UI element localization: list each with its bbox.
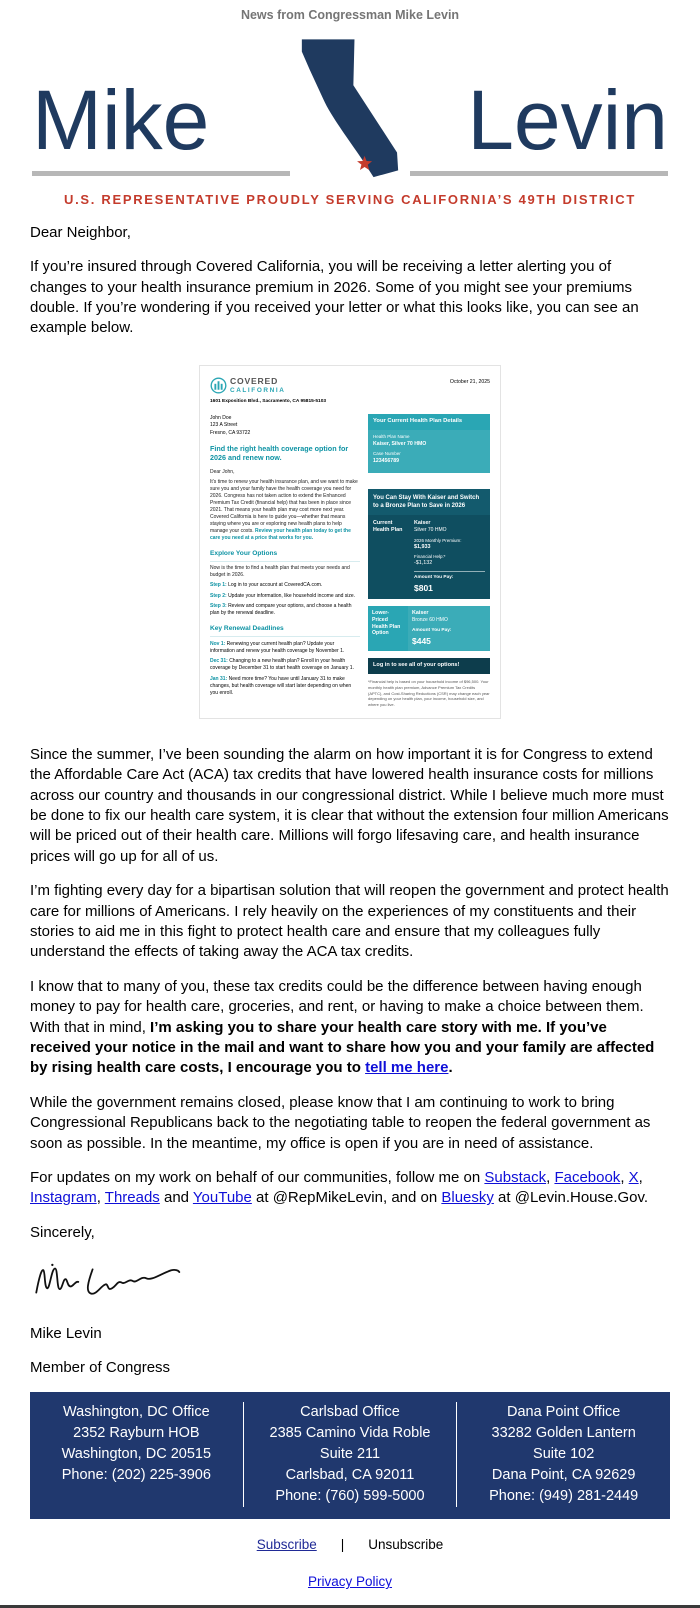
current-plan-comparison — [368, 515, 490, 599]
lower-plan-values — [408, 606, 490, 651]
plan-name-label: Health Plan Name — [373, 433, 410, 439]
inline-link[interactable]: Threads — [104, 1189, 160, 1207]
letter-sender-address: 1601 Exposition Blvd., Sacramento, CA 95815-5103 — [210, 399, 327, 405]
office-line: Dana Point, CA 92629 — [491, 1467, 636, 1484]
inline-link[interactable]: Facebook — [554, 1168, 621, 1186]
deadline-label: Dec 31: — [210, 658, 228, 665]
paragraph-government: While the government remains closed, please know that I am continuing to work to bring Congressional Republicans back to the negotiating table to reopen the federal government as soon as possible. In the meantime, my office is open if you are in need of assistance. — [30, 1093, 651, 1152]
plan-comparison-box — [368, 489, 490, 674]
letter-step — [210, 582, 360, 589]
letter-header — [210, 376, 490, 396]
letter-intro-text: It’s time to renew your health insurance plan, and we want to make sure you and your family have the health coverage you need for 2026. Congress has not taken action to extend the Enhanced Premium Tax Credit (financial help) that has been in place since 2021. That means your health plan may cost more next year. Covered California is here to guide you—whether that means staying where you are or exploring new health plans to help manage your costs. — [210, 478, 358, 534]
office-line: Washington, DC 20515 — [61, 1446, 212, 1463]
paragraph-intro: If you’re insured through Covered California, you will be receiving a letter alerting you of changes to your health insurance premium in 2026. Some of you might see your premiums double. If you’re wondering if you received your letter or what this looks like, you can see an example below. — [30, 258, 639, 337]
logo-word-california: CALIFORNIA — [230, 387, 286, 395]
letter-footnote: *Financial help is based on your household income of $96,500. Your monthly health plan premium, Advance Premium Tax Credits (APTC), and Cost-Sharing Reductions (CSR) may change each year depending on your health plan, your income, household size, and where you live. — [368, 678, 490, 708]
premium-value: $1,933 — [414, 544, 431, 551]
letter-intro-highlight: Review your health plan today to get the care you need at a price that works for you. — [210, 527, 351, 541]
office-line: Carlsbad, CA 92011 — [285, 1467, 415, 1484]
california-state-icon — [294, 36, 406, 184]
step-text: Review and compare your options, and choose a health plan by the renewal deadline. — [210, 603, 352, 617]
premium-label: 2026 Monthly Premium: — [414, 538, 462, 544]
footer-office-washington — [30, 1402, 243, 1507]
inline-link[interactable]: tell me here — [365, 1059, 449, 1077]
preheader-text: News from Congressman Mike Levin — [240, 8, 460, 22]
current-plan-label: Current Health Plan — [373, 520, 403, 534]
step-label: Step 3: — [210, 603, 227, 610]
deadline-text: Renewing your current health plan? Update your information and renew your health coverage by November 1. — [210, 640, 345, 654]
letter-step — [210, 603, 360, 617]
lower-plan-label: Lower-Priced Health Plan Option — [368, 606, 408, 651]
log-in-banner: Log in to see all of your options! — [368, 658, 490, 674]
inline-link[interactable]: Substack — [484, 1168, 547, 1186]
office-line: 33282 Golden Lantern — [491, 1425, 636, 1442]
signer-title: Member of Congress — [30, 1358, 171, 1376]
letter-step — [210, 593, 360, 600]
recipient-name: John Doe — [210, 414, 232, 421]
financial-help-label: Financial Help:* — [414, 553, 446, 559]
recipient-street: 123 A Street — [210, 422, 238, 429]
last-name-block — [410, 73, 668, 176]
office-name: Washington, DC Office — [63, 1404, 210, 1421]
text-segment: , — [638, 1168, 643, 1186]
recipient-city: Fresno, CA 93722 — [210, 430, 251, 437]
paragraph-story-ask — [30, 977, 670, 1079]
covered-california-logo-icon — [210, 377, 227, 394]
text-segment: I know that to many of you, these tax credits could be the difference between having enough money to pay for health care, groceries, and rent, or having to make a choice between them. With that in mind, — [30, 977, 644, 1036]
divider-pipe: | — [340, 1537, 345, 1553]
text-segment: and — [159, 1189, 193, 1207]
text-segment: . — [448, 1059, 453, 1077]
office-name: Carlsbad Office — [300, 1404, 400, 1421]
salutation: Dear Neighbor, — [30, 223, 131, 241]
privacy-row — [0, 1574, 700, 1589]
letter-intro-paragraph — [210, 479, 360, 542]
letter-left-column — [210, 412, 360, 708]
letter-date: October 21, 2025 — [449, 378, 490, 385]
carrier-name: Kaiser — [414, 520, 431, 527]
subscribe-link[interactable]: Subscribe — [256, 1537, 317, 1553]
plan-name-value: Kaiser, Silver 70 HMO — [373, 440, 427, 447]
comparison-box-title: You Can Stay With Kaiser and Switch to a Bronze Plan to Save in 2026 — [368, 489, 490, 515]
current-plan-box-title: Your Current Health Plan Details — [368, 414, 490, 430]
amount-pay-label: Amount You Pay: — [412, 628, 452, 634]
privacy-policy-link[interactable]: Privacy Policy — [307, 1574, 393, 1590]
office-line: 2352 Rayburn HOB — [73, 1425, 200, 1442]
text-segment: , — [620, 1168, 629, 1186]
text-segment: , — [96, 1189, 105, 1207]
covered-california-logo — [210, 376, 285, 396]
signer-name: Mike Levin — [30, 1324, 102, 1342]
amount-pay-value: $801 — [414, 582, 433, 593]
office-phone: Phone: (760) 599-5000 — [275, 1488, 425, 1505]
letter-columns — [210, 412, 490, 708]
inline-link[interactable]: YouTube — [192, 1189, 252, 1207]
signature-image — [30, 1259, 670, 1309]
paragraph-aca: Since the summer, I’ve been sounding the alarm on how important it is for Congress to extend the Affordable Care Act (ACA) tax credits that have lowered health insurance costs for millions across our country and thousands in our congressional district. While I believe much more must be done to fix our health care system, it is clear that without the extension four million Americans will be priced out of their health care. Millions will forgo lifesaving care, and health insurance prices will go up for all of us. — [30, 745, 669, 865]
closing-text: Sincerely, — [30, 1223, 95, 1241]
office-line: Suite 102 — [533, 1446, 595, 1463]
letter-deadline — [210, 641, 360, 655]
letter-salutation: Dear John, — [210, 468, 235, 475]
office-phone: Phone: (202) 225-3906 — [61, 1467, 211, 1484]
footer-office-carlsbad — [243, 1402, 457, 1507]
unsubscribe-link[interactable]: Unsubscribe — [368, 1537, 444, 1553]
letter-recipient-address — [210, 415, 360, 438]
inline-link[interactable]: X — [628, 1168, 639, 1186]
current-plan-box-body — [368, 430, 490, 473]
key-deadlines-heading: Key Renewal Deadlines — [210, 625, 360, 637]
explore-options-heading: Explore Your Options — [210, 550, 360, 562]
subscription-row — [0, 1537, 700, 1552]
carrier-name: Kaiser — [412, 610, 429, 617]
lower-priced-plan-box — [368, 606, 490, 651]
explore-options-intro: Now is the time to find a health plan that meets your needs and budget in 2026. — [210, 564, 350, 578]
covered-california-wordmark — [230, 376, 285, 396]
step-text: Log in to your account at CoveredCA.com. — [228, 582, 323, 589]
case-number-label: Case Number — [373, 450, 401, 456]
email-body — [0, 207, 700, 1378]
letter-deadline — [210, 658, 360, 672]
plan-name: Bronze 60 HMO — [412, 617, 448, 624]
divider — [414, 571, 485, 572]
office-footer — [30, 1392, 670, 1519]
deadline-text: Changing to a new health plan? Enroll in your health coverage by December 31 to start health coverage on January 1. — [210, 658, 354, 672]
step-text: Update your information, like household income and size. — [228, 592, 356, 599]
inline-link[interactable]: Instagram — [30, 1189, 97, 1207]
first-name-block — [32, 73, 290, 176]
office-line: Suite 211 — [319, 1446, 381, 1463]
letter-headline: Find the right health coverage option for 2026 and renew now. — [210, 443, 349, 463]
letter-right-column — [368, 412, 490, 708]
letter-deadline — [210, 676, 360, 697]
first-name-text: Mike — [32, 73, 210, 168]
masthead — [0, 24, 700, 176]
inline-link[interactable]: Bluesky — [441, 1189, 494, 1207]
deadline-label: Jan 31: — [210, 675, 228, 682]
amount-pay-label: Amount You Pay: — [414, 575, 454, 581]
financial-help-value: -$1,132 — [414, 559, 433, 566]
district-tagline: U.S. REPRESENTATIVE PROUDLY SERVING CALIFORNIA’S 49TH DISTRICT — [63, 191, 637, 207]
current-plan-values — [414, 520, 485, 594]
text-segment: at @Levin.House.Gov. — [493, 1189, 649, 1207]
step-label: Step 2: — [210, 592, 227, 599]
deadline-text: Need more time? You have until January 31 to make changes, but health coverage will start later depending on when you enroll. — [210, 675, 352, 696]
office-phone: Phone: (949) 281-2449 — [489, 1488, 639, 1505]
paragraph-fighting: I’m fighting every day for a bipartisan solution that will reopen the government and protect health care for millions of Americans. I rely heavily on the experiences of my constituents and their stories to aid me in this fight to protect health care and ensure that my colleagues fully understand the effects of taking away the ACA tax credits. — [30, 882, 669, 961]
plan-name: Silver 70 HMO — [414, 527, 447, 534]
step-label: Step 1: — [210, 582, 227, 589]
amount-pay-value: $445 — [412, 635, 431, 646]
deadline-label: Nov 1: — [210, 640, 226, 647]
text-segment: at @RepMikeLevin, and on — [251, 1189, 442, 1207]
footer-office-dana-point — [456, 1402, 670, 1507]
paragraph-follow — [30, 1168, 670, 1209]
office-name: Dana Point Office — [506, 1404, 621, 1421]
last-name-text: Levin — [467, 73, 668, 168]
text-segment: For updates on my work on behalf of our communities, follow me on — [30, 1168, 485, 1186]
text-segment: , — [546, 1168, 555, 1186]
covered-california-letter-image — [199, 365, 501, 719]
office-line: 2385 Camino Vida Roble — [269, 1425, 431, 1442]
text-segment: I’m asking you to share your health care story with me. If you’ve received your notice in the mail and want to share how you and your family are affected by rising health care costs, I encourage you to — [30, 1018, 655, 1077]
logo-word-covered: COVERED — [230, 375, 279, 386]
case-number-value: 123456789 — [373, 457, 399, 464]
